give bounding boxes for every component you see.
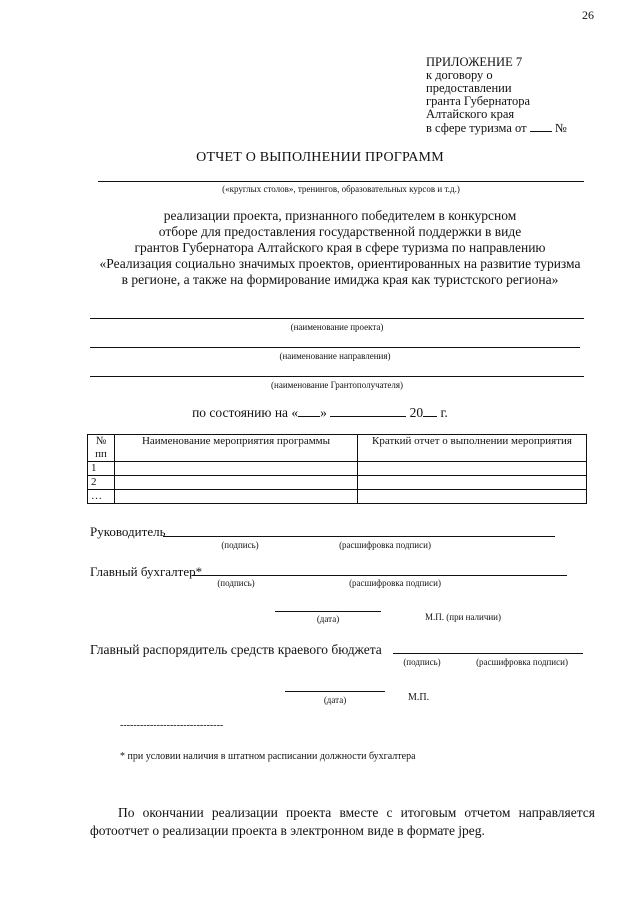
appendix-header (426, 56, 626, 135)
description-line: отборе для предоставления государственной поддержки в виде (158, 224, 522, 239)
head-signature-caption: (подпись) (221, 540, 259, 550)
appendix-line-2: к договору о (426, 68, 493, 82)
direction-name-caption: (наименование направления) (279, 351, 391, 361)
table-cell: … (88, 490, 115, 504)
year-suffix: г. (440, 405, 448, 420)
report-description (60, 208, 620, 288)
chief-accountant-label: Главный бухгалтер* (90, 564, 203, 579)
budget-manager-label: Главный распорядитель средств краевого бюджета (90, 642, 382, 657)
events-type-caption: («круглых столов», тренингов, образовательных курсов и т.д.) (222, 184, 460, 194)
table-cell (115, 490, 358, 504)
footnote: * при условии наличия в штатном расписании должности бухгалтера (120, 751, 416, 762)
head-decode-caption: (расшифровка подписи) (339, 540, 431, 550)
final-paragraph (90, 804, 595, 840)
description-line: «Реализация социально значимых проектов, ориентированных на развитие туризма (99, 256, 581, 271)
report-title: ОТЧЕТ О ВЫПОЛНЕНИИ ПРОГРАММ (196, 150, 444, 165)
project-name-caption: (наименование проекта) (290, 322, 384, 332)
budget-manager-decode-caption: (расшифровка подписи) (476, 657, 568, 667)
as-of-date (0, 404, 640, 421)
recipient-name-caption: (наименование Грантополучателя) (271, 380, 403, 390)
footnote-separator: ------------------------------- (120, 720, 224, 731)
date-caption-2: (дата) (323, 695, 347, 705)
head-label: Руководитель (90, 524, 166, 539)
table-cell: 2 (88, 476, 115, 490)
table-header-row (88, 435, 587, 462)
year-blank (423, 404, 437, 417)
as-of-mid: » (320, 405, 327, 420)
col-header-brief-report: Краткий отчет о выполнении мероприятия (358, 435, 587, 462)
program-events-table (87, 434, 587, 504)
project-name-line (90, 318, 584, 319)
final-paragraph-text: По окончании реализации проекта вместе с итоговым отчетом направляется фотоотчет о реализации проекта в электронном виде в формате jpeg. (90, 805, 595, 838)
description-line: в регионе, а также на формирование имиджа края как туристского региона» (121, 272, 559, 287)
description-line: реализации проекта, признанного победителем в конкурсном (163, 208, 517, 223)
head-signature-line (163, 536, 555, 537)
page-number: 26 (582, 8, 594, 22)
appendix-line-5: Алтайского края (426, 107, 515, 121)
chief-accountant-decode-caption: (расшифровка подписи) (349, 578, 441, 588)
table-cell (358, 476, 587, 490)
month-blank (330, 404, 406, 417)
description-line: грантов Губернатора Алтайского края в сфере туризма по направлению (134, 240, 546, 255)
chief-accountant-signature-caption: (подпись) (217, 578, 255, 588)
chief-accountant-signature-line (192, 575, 567, 576)
table-cell: 1 (88, 462, 115, 476)
date-line (275, 611, 381, 612)
col-header-event-name: Наименование мероприятия программы (115, 435, 358, 462)
table-cell (358, 490, 587, 504)
appendix-line-6-prefix: в сфере туризма от (426, 121, 527, 135)
appendix-line-4: гранта Губернатора (426, 94, 530, 108)
date-line-2 (285, 691, 385, 692)
col-header-number: № пп (88, 435, 115, 462)
appendix-line-6-suffix: № (554, 121, 567, 135)
table-cell (115, 462, 358, 476)
as-of-prefix: по состоянию на « (192, 405, 299, 420)
contract-date-blank (530, 121, 552, 132)
stamp-if-any: М.П. (при наличии) (425, 612, 501, 622)
budget-manager-signature-caption: (подпись) (403, 657, 441, 667)
appendix-line-6 (426, 121, 626, 135)
day-blank (298, 404, 320, 417)
events-type-line (98, 181, 584, 182)
table-row (88, 476, 587, 490)
appendix-line-3: предоставлении (426, 81, 512, 95)
stamp: М.П. (408, 692, 430, 703)
table-row (88, 462, 587, 476)
date-caption: (дата) (316, 614, 340, 624)
appendix-line-1: ПРИЛОЖЕНИЕ 7 (426, 55, 523, 69)
direction-name-line (90, 347, 580, 348)
year-prefix: 20 (409, 405, 424, 420)
budget-manager-signature-line (393, 653, 583, 654)
table-row (88, 490, 587, 504)
table-cell (358, 462, 587, 476)
recipient-name-line (90, 376, 584, 377)
table-cell (115, 476, 358, 490)
